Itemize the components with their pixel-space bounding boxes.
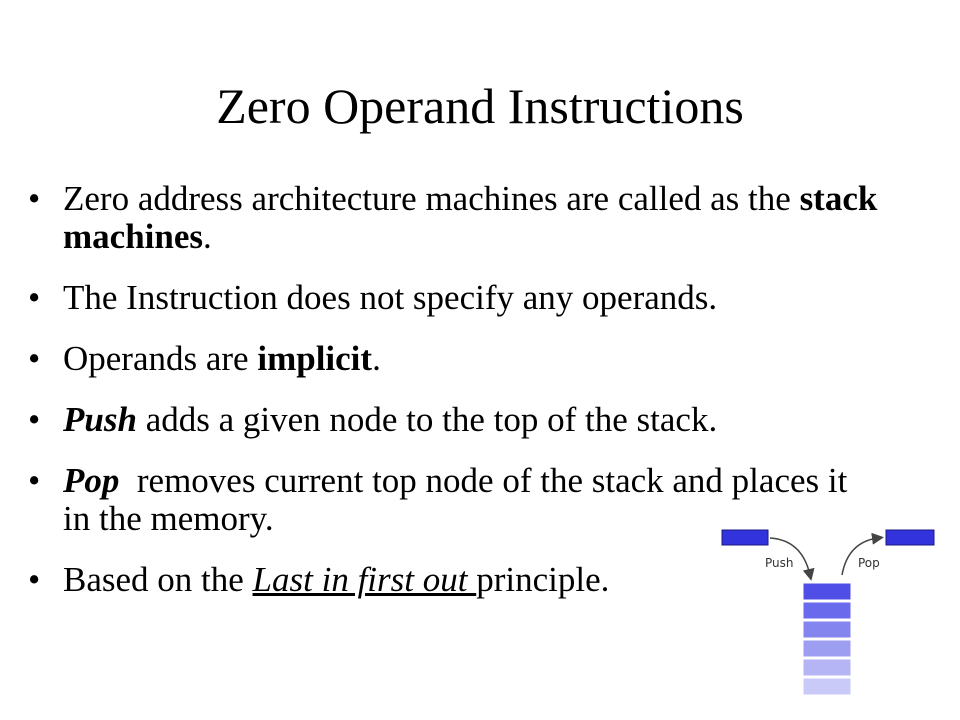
bullet-emphasis: implicit [257, 339, 373, 378]
pop-label: Pop [858, 556, 880, 570]
bullet-dot: • [28, 278, 41, 317]
bullet-text: Based on the [63, 560, 253, 599]
bullet-text: adds a given node to the top of the stack. [136, 400, 718, 439]
stack-diagram [710, 520, 950, 705]
slide-title: Zero Operand Instructions [216, 77, 744, 134]
bullet-text: Operands are [63, 339, 258, 378]
stack-cell [803, 678, 851, 695]
bullet-implicit [28, 340, 928, 378]
bullet-emphasis: stack machines [63, 179, 878, 256]
bullet-text: Zero address architecture machines are called as the [63, 179, 800, 218]
bullet-push [28, 401, 928, 439]
bullet-dot: • [28, 560, 41, 599]
bullet-dot: • [28, 400, 41, 439]
stack-cell [803, 621, 851, 638]
push-block [722, 530, 768, 545]
bullet-dot: • [28, 339, 41, 378]
bullet-dot: • [28, 179, 41, 218]
bullet-stack-machines [28, 180, 928, 256]
bullet-text: . [203, 217, 212, 256]
stack-cell [803, 583, 851, 600]
stack-cells [803, 583, 851, 695]
bullet-no-operands [28, 279, 928, 317]
pop-block [886, 530, 934, 545]
bullet-emphasis: Last in first out [252, 560, 477, 599]
bullet-text: principle. [476, 560, 610, 599]
stack-cell [803, 659, 851, 676]
bullet-text: . [372, 339, 381, 378]
bullet-text: The Instruction does not specify any operands. [63, 278, 718, 317]
bullet-emphasis: Pop [63, 461, 120, 500]
stack-cell [803, 602, 851, 619]
stack-cell [803, 640, 851, 657]
bullet-dot: • [28, 461, 41, 500]
bullet-text: removes current top node of the stack and places it in the memory. [63, 461, 857, 538]
bullet-emphasis: Push [63, 400, 137, 439]
push-label: Push [765, 556, 794, 570]
